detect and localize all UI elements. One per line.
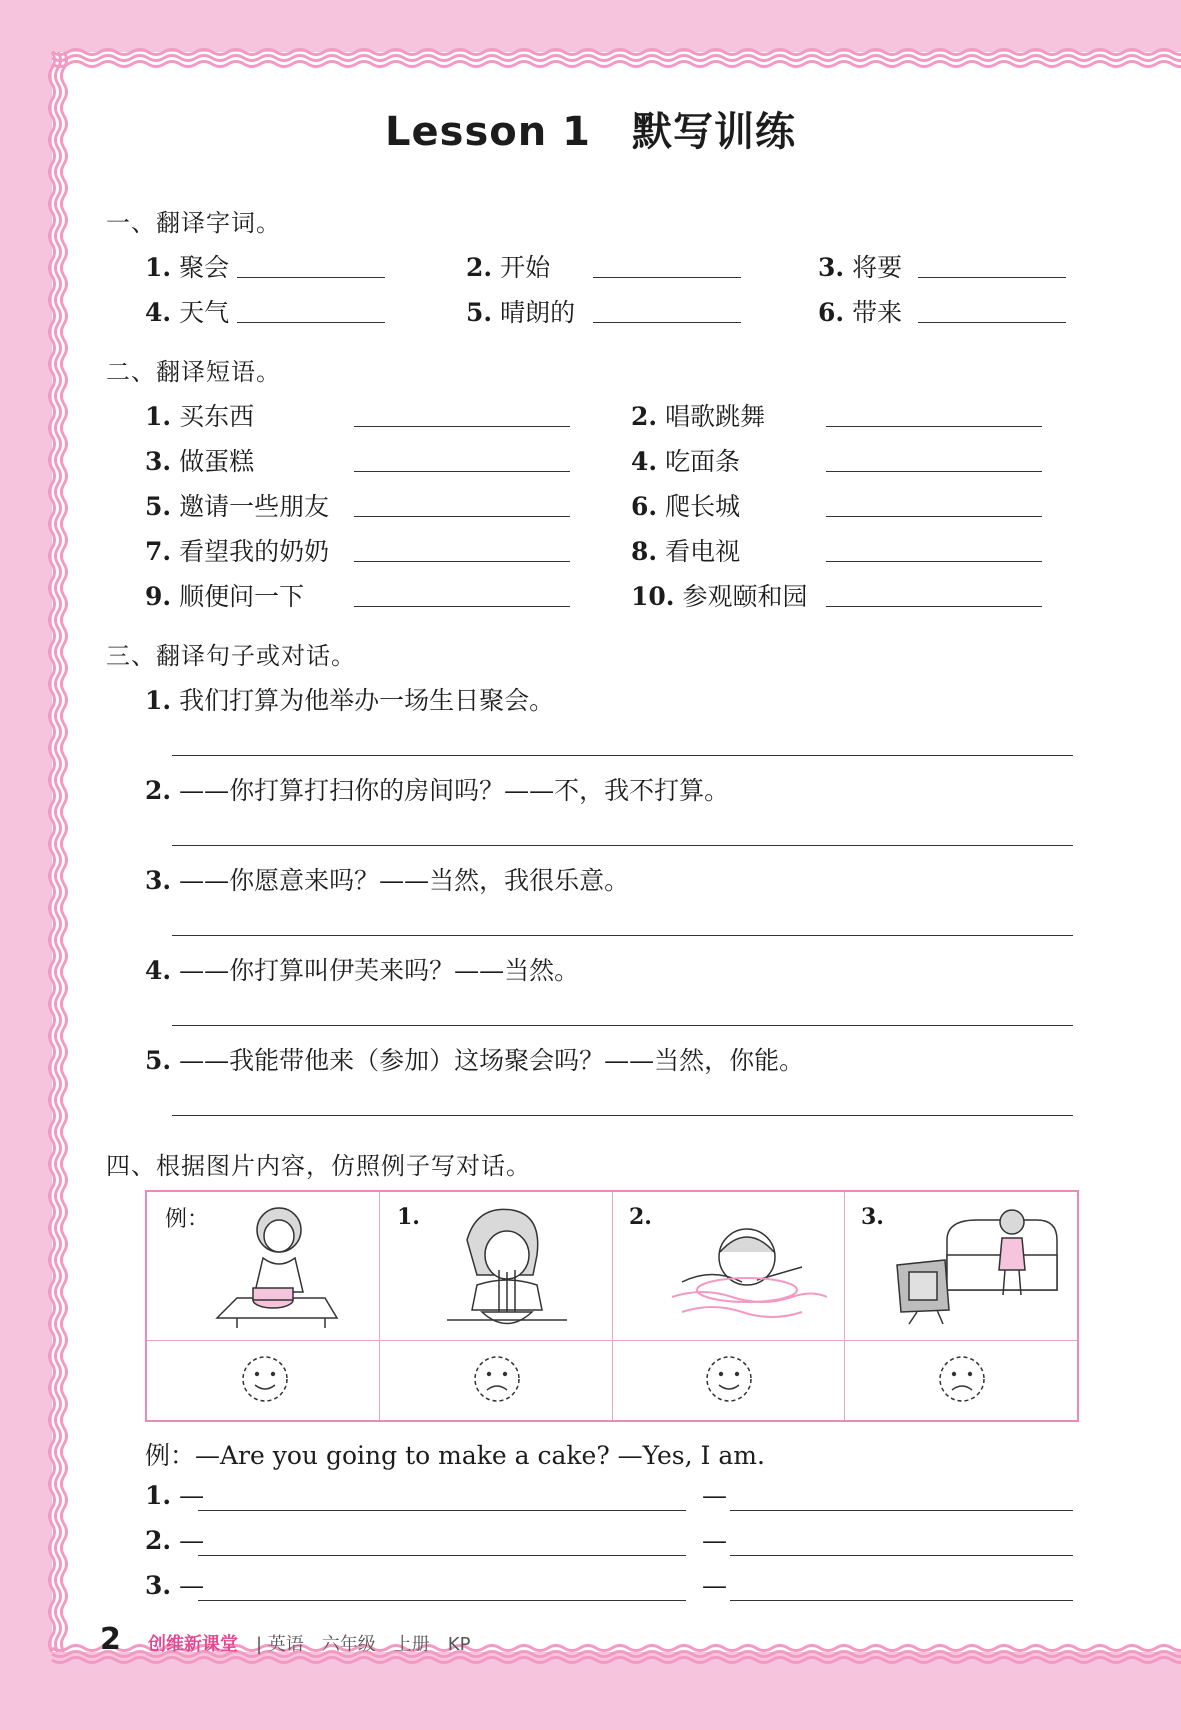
picture-table — [145, 1190, 1079, 1422]
picture-label: 2. — [629, 1204, 652, 1230]
answer-line[interactable] — [172, 845, 1073, 846]
book-info: | 英语 六年级 上册 KP — [256, 1634, 471, 1655]
answer-line[interactable] — [172, 935, 1073, 936]
section-4-heading: 四、根据图片内容，仿照例子写对话。 — [106, 1152, 531, 1180]
phrase-item: 9. 顺便问一下 — [145, 582, 305, 611]
table-divider — [612, 1192, 613, 1420]
word-item: 5. 晴朗的 — [466, 298, 576, 327]
sentence-item: 2. ——你打算打扫你的房间吗？——不，我不打算。 — [145, 776, 730, 805]
answer-line[interactable] — [198, 1555, 686, 1556]
answer-line[interactable] — [237, 277, 385, 278]
dialogue-row: 1. — — [145, 1481, 205, 1510]
phrase-item: 6. 爬长城 — [631, 492, 741, 521]
dialogue-dash: — — [702, 1571, 727, 1600]
section-3-heading: 三、翻译句子或对话。 — [106, 642, 356, 670]
girl-eating-noodles-illustration — [437, 1200, 577, 1335]
phrase-item: 7. 看望我的奶奶 — [145, 537, 330, 566]
sad-face-icon — [472, 1354, 522, 1404]
answer-line[interactable] — [354, 606, 570, 607]
word-item: 2. 开始 — [466, 253, 551, 282]
sentence-item: 5. ——我能带他来（参加）这场聚会吗？——当然，你能。 — [145, 1046, 805, 1075]
dialogue-row: 3. — — [145, 1571, 205, 1600]
sentence-item: 1. 我们打算为他举办一场生日聚会。 — [145, 686, 555, 715]
answer-line[interactable] — [918, 277, 1066, 278]
table-divider — [379, 1192, 380, 1420]
girl-making-cake-illustration — [207, 1200, 347, 1335]
answer-line[interactable] — [354, 426, 570, 427]
answer-line[interactable] — [172, 1025, 1073, 1026]
answer-line[interactable] — [730, 1600, 1073, 1601]
sentence-item: 3. ——你愿意来吗？——当然，我很乐意。 — [145, 866, 630, 895]
dialogue-example: 例：—Are you going to make a cake? —Yes, I am. — [145, 1441, 765, 1470]
answer-line[interactable] — [826, 426, 1042, 427]
dialogue-row: 2. — — [145, 1526, 205, 1555]
dialogue-dash: — — [702, 1481, 727, 1510]
dialogue-dash: — — [702, 1526, 727, 1555]
answer-line[interactable] — [593, 277, 741, 278]
page-number: 2 — [100, 1622, 121, 1657]
picture-label: 3. — [861, 1204, 884, 1230]
brand-name: 创维新课堂 — [148, 1634, 238, 1655]
sentence-item: 4. ——你打算叫伊芙来吗？——当然。 — [145, 956, 580, 985]
example-label: 例： — [165, 1207, 210, 1232]
answer-line[interactable] — [826, 516, 1042, 517]
answer-line[interactable] — [354, 516, 570, 517]
table-divider — [147, 1340, 1077, 1341]
sad-face-icon — [937, 1354, 987, 1404]
answer-line[interactable] — [593, 322, 741, 323]
answer-line[interactable] — [730, 1555, 1073, 1556]
phrase-item: 3. 做蛋糕 — [145, 447, 255, 476]
answer-line[interactable] — [826, 606, 1042, 607]
answer-line[interactable] — [198, 1510, 686, 1511]
word-item: 3. 将要 — [818, 253, 903, 282]
phrase-item: 4. 吃面条 — [631, 447, 741, 476]
section-1-heading: 一、翻译字词。 — [106, 209, 281, 237]
answer-line[interactable] — [237, 322, 385, 323]
phrase-item: 10. 参观颐和园 — [631, 582, 808, 611]
answer-line[interactable] — [918, 322, 1066, 323]
answer-line[interactable] — [172, 755, 1073, 756]
picture-label: 1. — [397, 1204, 420, 1230]
word-item: 4. 天气 — [145, 298, 230, 327]
phrase-item: 8. 看电视 — [631, 537, 741, 566]
page-title: Lesson 1 默写训练 — [385, 109, 796, 155]
happy-face-icon — [240, 1354, 290, 1404]
answer-line[interactable] — [198, 1600, 686, 1601]
answer-line[interactable] — [172, 1115, 1073, 1116]
answer-line[interactable] — [354, 561, 570, 562]
phrase-item: 1. 买东西 — [145, 402, 255, 431]
phrase-item: 5. 邀请一些朋友 — [145, 492, 330, 521]
table-divider — [844, 1192, 845, 1420]
answer-line[interactable] — [730, 1510, 1073, 1511]
answer-line[interactable] — [826, 471, 1042, 472]
word-item: 6. 带来 — [818, 298, 903, 327]
word-item: 1. 聚会 — [145, 253, 230, 282]
answer-line[interactable] — [826, 561, 1042, 562]
answer-line[interactable] — [354, 471, 570, 472]
child-swimming-illustration — [662, 1212, 832, 1332]
phrase-item: 2. 唱歌跳舞 — [631, 402, 766, 431]
happy-face-icon — [704, 1354, 754, 1404]
section-2-heading: 二、翻译短语。 — [106, 358, 281, 386]
girl-watching-tv-illustration — [887, 1200, 1067, 1335]
